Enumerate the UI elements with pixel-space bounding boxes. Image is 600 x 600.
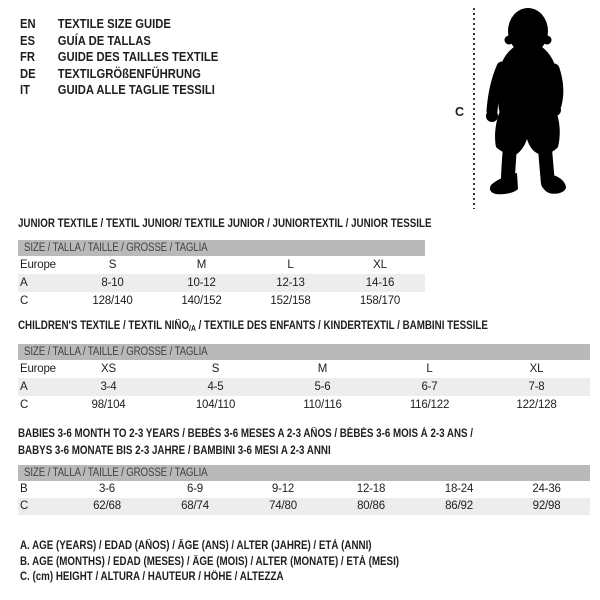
children-size-table	[18, 344, 590, 414]
size-cell: L	[287, 259, 294, 271]
age-cell: 6-9	[186, 483, 204, 495]
height-cell: 86/92	[445, 500, 473, 512]
size-cell: L	[426, 363, 433, 375]
age-cell: 4-5	[207, 381, 224, 393]
age-cell: 10-12	[187, 277, 216, 289]
size-header-bar	[18, 344, 590, 360]
language-row-de	[20, 66, 218, 83]
language-code: EN	[20, 17, 36, 31]
size-header-row	[18, 240, 425, 256]
height-cell: 116/122	[409, 399, 450, 411]
row-label: B	[20, 483, 28, 495]
row-label: C	[20, 399, 29, 411]
size-header-text: SIZE / TALLA / TAILLE / GRÖSSE / TAGLIA	[24, 467, 208, 479]
height-cell: 92/98	[532, 500, 561, 512]
age-cell: 9-12	[271, 483, 295, 495]
legend	[20, 539, 466, 586]
age-cell: 18-24	[444, 483, 474, 495]
row-label: Europe	[20, 259, 56, 271]
size-cell: S	[108, 259, 117, 271]
age-cell: 7-8	[528, 381, 545, 393]
height-cell: 68/74	[181, 500, 209, 512]
babies-title-line2: BABYS 3-6 MONATE BIS 2-3 JAHRE / BAMBINI 3-6 MESI A 2-3 ANNI	[18, 445, 331, 457]
age-cell: 8-10	[101, 277, 124, 289]
height-cell: 152/158	[270, 295, 311, 307]
baby-silhouette-icon	[486, 7, 570, 205]
table-row-age	[18, 378, 590, 396]
size-header-text: SIZE / TALLA / TAILLE / GRÖSSE / TAGLIA	[24, 346, 208, 358]
table-row-height	[18, 292, 425, 310]
height-cell: 62/68	[93, 500, 121, 512]
age-cell: 14-16	[365, 277, 395, 289]
size-cell: M	[317, 363, 328, 375]
height-cell: 128/140	[92, 295, 133, 307]
age-cell: 24-36	[532, 483, 561, 495]
age-cell: 5-6	[314, 381, 331, 393]
height-cell: 110/116	[303, 399, 342, 411]
language-title-list	[20, 16, 218, 99]
language-row-en	[20, 16, 218, 33]
size-cell: XL	[529, 363, 544, 375]
babies-title-line1: BABIES 3-6 MONTH TO 2-3 YEARS / BEBÉS 3-6 MESES A 2-3 AÑOS / BÉBÉS 3-6 MOIS À 2-3 ANS /	[18, 428, 474, 440]
babies-section-title	[18, 426, 553, 460]
height-cell: 140/152	[181, 295, 222, 307]
table-row-age-months	[18, 481, 590, 498]
guide-title-it: GUIDA ALLE TAGLIE TESSILI	[57, 83, 215, 97]
height-dotted-line	[473, 8, 475, 209]
size-header-row	[18, 465, 590, 481]
language-row-fr	[20, 49, 218, 66]
guide-title-fr: GUIDE DES TAILLES TEXTILE	[57, 50, 219, 64]
table-row-height	[18, 396, 590, 414]
size-cell: XL	[373, 259, 387, 271]
size-header-bar	[18, 465, 590, 481]
height-cell: 104/110	[195, 399, 236, 411]
height-cell: 74/80	[269, 500, 297, 512]
legend-line-a: A. AGE (YEARS) / EDAD (AÑOS) / ÂGE (ANS) / ALTER (JAHRE) / ETÀ (ANNI)	[20, 540, 372, 552]
age-cell: 12-13	[276, 277, 305, 289]
age-cell: 3-4	[100, 381, 117, 393]
table-row-age	[18, 274, 425, 292]
language-row-es	[20, 33, 218, 50]
size-header-text: SIZE / TALLA / TAILLE / GRÖSSE / TAGLIA	[24, 242, 208, 254]
height-cell: 122/128	[516, 399, 557, 411]
language-row-it	[20, 82, 218, 99]
row-label: C	[20, 295, 29, 307]
title-part: / TEXTILE DES ENFANTS / KINDERTEXTIL / BAMBINI TESSILE	[195, 320, 488, 332]
legend-line-b: B. AGE (MONTHS) / EDAD (MESES) / ÂGE (MOIS) / ALTER (MONATE) / ETÀ (MESI)	[20, 555, 400, 568]
language-code: IT	[20, 83, 30, 97]
babies-size-table	[18, 465, 590, 515]
row-label: C	[20, 500, 29, 512]
height-cell: 98/104	[91, 399, 126, 411]
size-header-row	[18, 344, 590, 360]
title-subscript: /A	[189, 324, 196, 333]
language-code: ES	[20, 33, 36, 48]
height-cell: 80/86	[357, 500, 385, 512]
age-cell: 12-18	[356, 483, 386, 495]
guide-title-en: TEXTILE SIZE GUIDE	[57, 17, 171, 31]
children-section-title-text	[18, 320, 488, 333]
age-cell: 6-7	[421, 381, 438, 393]
junior-section-title-text: JUNIOR TEXTILE / TEXTIL JUNIOR/ TEXTILE JUNIOR / JUNIORTEXTIL / JUNIOR TESSILE	[18, 218, 432, 230]
title-part: CHILDREN'S TEXTILE / TEXTIL NIÑO	[18, 320, 190, 332]
legend-line-c: C. (cm) HEIGHT / ALTURA / HAUTEUR / HÖHE / ALTEZZA	[20, 571, 284, 583]
guide-title-es: GUÍA DE TALLAS	[57, 33, 151, 48]
junior-section-title	[18, 218, 504, 230]
size-cell: M	[196, 259, 207, 271]
size-header-bar	[18, 240, 425, 256]
language-code: DE	[20, 66, 36, 81]
guide-title-de: TEXTILGRÖßENFÜHRUNG	[57, 66, 201, 81]
row-label: Europe	[20, 363, 56, 375]
language-code: FR	[20, 50, 36, 64]
row-label: A	[20, 277, 28, 289]
table-row-height	[18, 498, 590, 515]
junior-size-table	[18, 240, 425, 310]
row-label: A	[20, 381, 28, 393]
children-section-title	[18, 320, 571, 333]
age-cell: 3-6	[98, 483, 116, 495]
table-row-europe	[18, 360, 590, 378]
height-measure-label: C	[455, 105, 465, 119]
size-cell: XS	[101, 363, 116, 375]
table-row-europe	[18, 256, 425, 274]
size-cell: S	[211, 363, 220, 375]
height-cell: 158/170	[359, 295, 401, 307]
